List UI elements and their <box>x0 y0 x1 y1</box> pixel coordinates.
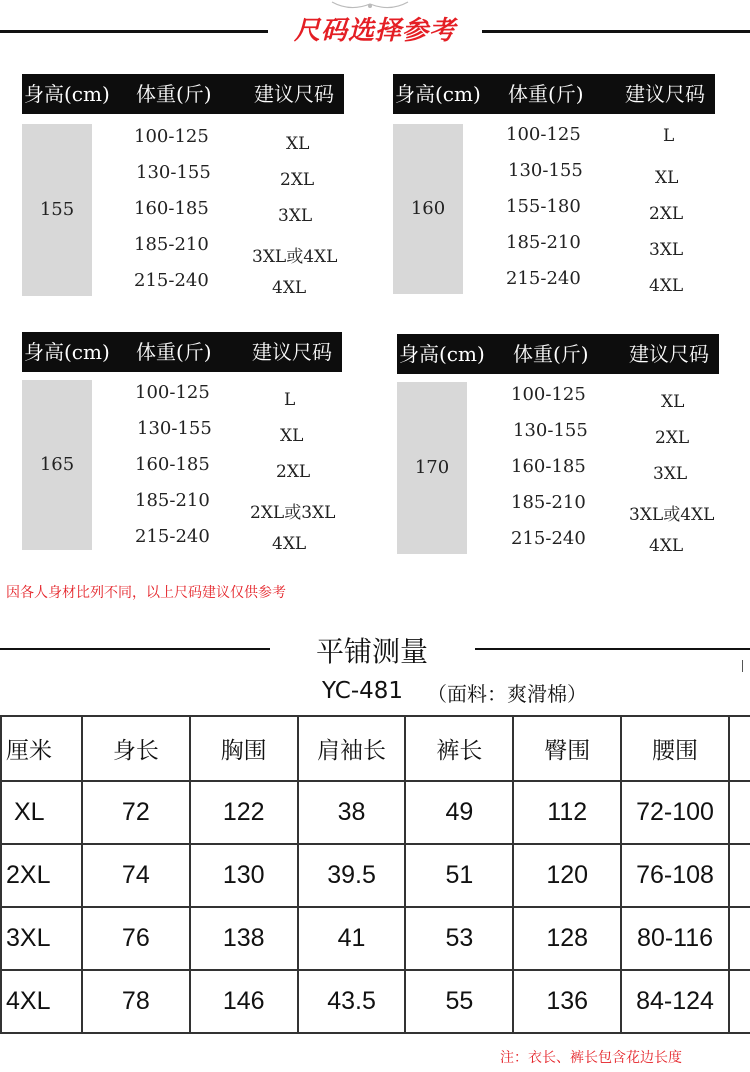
table-cell: 4XL <box>1 970 82 1033</box>
table-cell: XL <box>1 781 82 844</box>
table-cell-overflow <box>729 716 750 781</box>
table-cell: 84-124 <box>621 970 729 1033</box>
table-cell: 120 <box>513 844 621 907</box>
header-size: 建议尺码 <box>254 82 334 106</box>
table-cell: 76 <box>82 907 190 970</box>
suggested-size: 3XL或4XL <box>629 505 715 525</box>
header-size: 建议尺码 <box>629 342 709 366</box>
table-cell: 130 <box>190 844 298 907</box>
size-row <box>22 418 342 454</box>
header-size: 建议尺码 <box>252 340 332 364</box>
size-row <box>22 270 342 306</box>
size-row <box>393 160 713 196</box>
height-value: 160 <box>393 124 463 294</box>
header-height: 身高(cm) <box>399 342 485 366</box>
suggested-size: 3XL <box>649 240 684 260</box>
table-cell: 39.5 <box>298 844 406 907</box>
suggested-size: 2XL或3XL <box>250 503 336 523</box>
weight-range: 130-155 <box>137 418 212 439</box>
table-row <box>1 781 750 844</box>
table-cell: 2XL <box>1 844 82 907</box>
weight-range: 215-240 <box>134 270 209 291</box>
suggested-size: 3XL <box>653 464 688 484</box>
table-cell: 112 <box>513 781 621 844</box>
suggested-size: XL <box>286 134 310 154</box>
header-cell: 身长 <box>82 716 190 781</box>
fabric-label: （面料：爽滑棉） <box>427 682 587 706</box>
table-row <box>1 970 750 1033</box>
table-cell-overflow <box>729 781 750 844</box>
table-cell-overflow <box>729 907 750 970</box>
size-row <box>22 234 342 270</box>
table-header-row <box>1 716 750 781</box>
table-row <box>1 907 750 970</box>
table-cell: 38 <box>298 781 406 844</box>
table-cell: 51 <box>405 844 513 907</box>
table-cell: 122 <box>190 781 298 844</box>
size-row <box>22 526 342 562</box>
suggested-size: XL <box>661 392 685 412</box>
table-cell: 53 <box>405 907 513 970</box>
table-cell-overflow <box>729 844 750 907</box>
table-cell-overflow <box>729 970 750 1033</box>
weight-range: 160-185 <box>511 456 586 477</box>
weight-range: 215-240 <box>511 528 586 549</box>
table-cell: 43.5 <box>298 970 406 1033</box>
model-code: YC-481 <box>322 678 404 704</box>
header-cell: 腰围 <box>621 716 729 781</box>
size-row <box>397 492 717 528</box>
weight-range: 185-210 <box>506 232 581 253</box>
header-cell: 肩袖长 <box>298 716 406 781</box>
suggested-size: 4XL <box>272 278 307 298</box>
table-cell: 55 <box>405 970 513 1033</box>
size-row <box>393 196 713 232</box>
table-cell: 72-100 <box>621 781 729 844</box>
weight-range: 130-155 <box>513 420 588 441</box>
suggested-size: 3XL或4XL <box>252 247 338 267</box>
footer-note: 注：衣长、裤长包含花边长度 <box>500 1050 682 1066</box>
header-weight: 体重(斤) <box>508 82 584 106</box>
table-cell: 3XL <box>1 907 82 970</box>
header-height: 身高(cm) <box>24 340 110 364</box>
table-cell: 138 <box>190 907 298 970</box>
size-row <box>22 126 342 162</box>
disclaimer-note: 因各人身材比列不同，以上尺码建议仅供参考 <box>6 585 286 601</box>
table-cell: 136 <box>513 970 621 1033</box>
weight-range: 100-125 <box>506 124 581 145</box>
size-row <box>397 384 717 420</box>
size-row <box>397 456 717 492</box>
weight-range: 100-125 <box>135 382 210 403</box>
suggested-size: XL <box>280 426 304 446</box>
weight-range: 215-240 <box>135 526 210 547</box>
header-cell: 臀围 <box>513 716 621 781</box>
weight-range: 100-125 <box>134 126 209 147</box>
size-row <box>22 490 342 526</box>
suggested-size: L <box>663 126 675 146</box>
weight-range: 160-185 <box>134 198 209 219</box>
table-cell: 80-116 <box>621 907 729 970</box>
edge-mark <box>742 660 743 672</box>
weight-range: 185-210 <box>511 492 586 513</box>
section-rule-left <box>0 648 270 650</box>
weight-range: 160-185 <box>135 454 210 475</box>
header-weight: 体重(斤) <box>513 342 589 366</box>
suggested-size: L <box>284 390 296 410</box>
size-row <box>22 382 342 418</box>
suggested-size: 2XL <box>655 428 690 448</box>
header-height: 身高(cm) <box>395 82 481 106</box>
size-block-header <box>22 332 342 372</box>
suggested-size: XL <box>655 168 679 188</box>
suggested-size: 2XL <box>649 204 684 224</box>
height-value: 155 <box>22 124 92 296</box>
table-cell: 76-108 <box>621 844 729 907</box>
weight-range: 215-240 <box>506 268 581 289</box>
header-cell: 胸围 <box>190 716 298 781</box>
weight-range: 100-125 <box>511 384 586 405</box>
size-row <box>393 232 713 268</box>
table-cell: 146 <box>190 970 298 1033</box>
weight-range: 130-155 <box>508 160 583 181</box>
header-cell: 裤长 <box>405 716 513 781</box>
table-cell: 41 <box>298 907 406 970</box>
title-rule-right <box>482 30 750 33</box>
header-cell: 厘米 <box>1 716 82 781</box>
weight-range: 185-210 <box>135 490 210 511</box>
size-row <box>393 124 713 160</box>
weight-range: 130-155 <box>136 162 211 183</box>
size-row <box>22 162 342 198</box>
title-rule-left <box>0 30 268 33</box>
section-rule-right <box>475 648 750 650</box>
header-height: 身高(cm) <box>24 82 110 106</box>
measurement-table <box>0 715 750 1034</box>
height-value: 165 <box>22 380 92 550</box>
header-size: 建议尺码 <box>625 82 705 106</box>
page-title: 尺码选择参考 <box>293 16 456 46</box>
table-cell: 74 <box>82 844 190 907</box>
suggested-size: 4XL <box>272 534 307 554</box>
suggested-size: 4XL <box>649 276 684 296</box>
size-block-header <box>393 74 715 114</box>
section-title: 平铺测量 <box>315 635 428 668</box>
header-weight: 体重(斤) <box>136 82 212 106</box>
size-row <box>397 528 717 564</box>
size-row <box>393 268 713 304</box>
suggested-size: 2XL <box>276 462 311 482</box>
table-cell: 49 <box>405 781 513 844</box>
table-row <box>1 844 750 907</box>
weight-range: 185-210 <box>134 234 209 255</box>
size-block-header <box>397 334 719 374</box>
table-cell: 78 <box>82 970 190 1033</box>
height-value: 170 <box>397 382 467 554</box>
size-row <box>22 198 342 234</box>
size-block-header <box>22 74 344 114</box>
size-row <box>22 454 342 490</box>
table-cell: 128 <box>513 907 621 970</box>
suggested-size: 4XL <box>649 536 684 556</box>
weight-range: 155-180 <box>506 196 581 217</box>
header-weight: 体重(斤) <box>136 340 212 364</box>
suggested-size: 3XL <box>278 206 313 226</box>
table-cell: 72 <box>82 781 190 844</box>
size-row <box>397 420 717 456</box>
suggested-size: 2XL <box>280 170 315 190</box>
